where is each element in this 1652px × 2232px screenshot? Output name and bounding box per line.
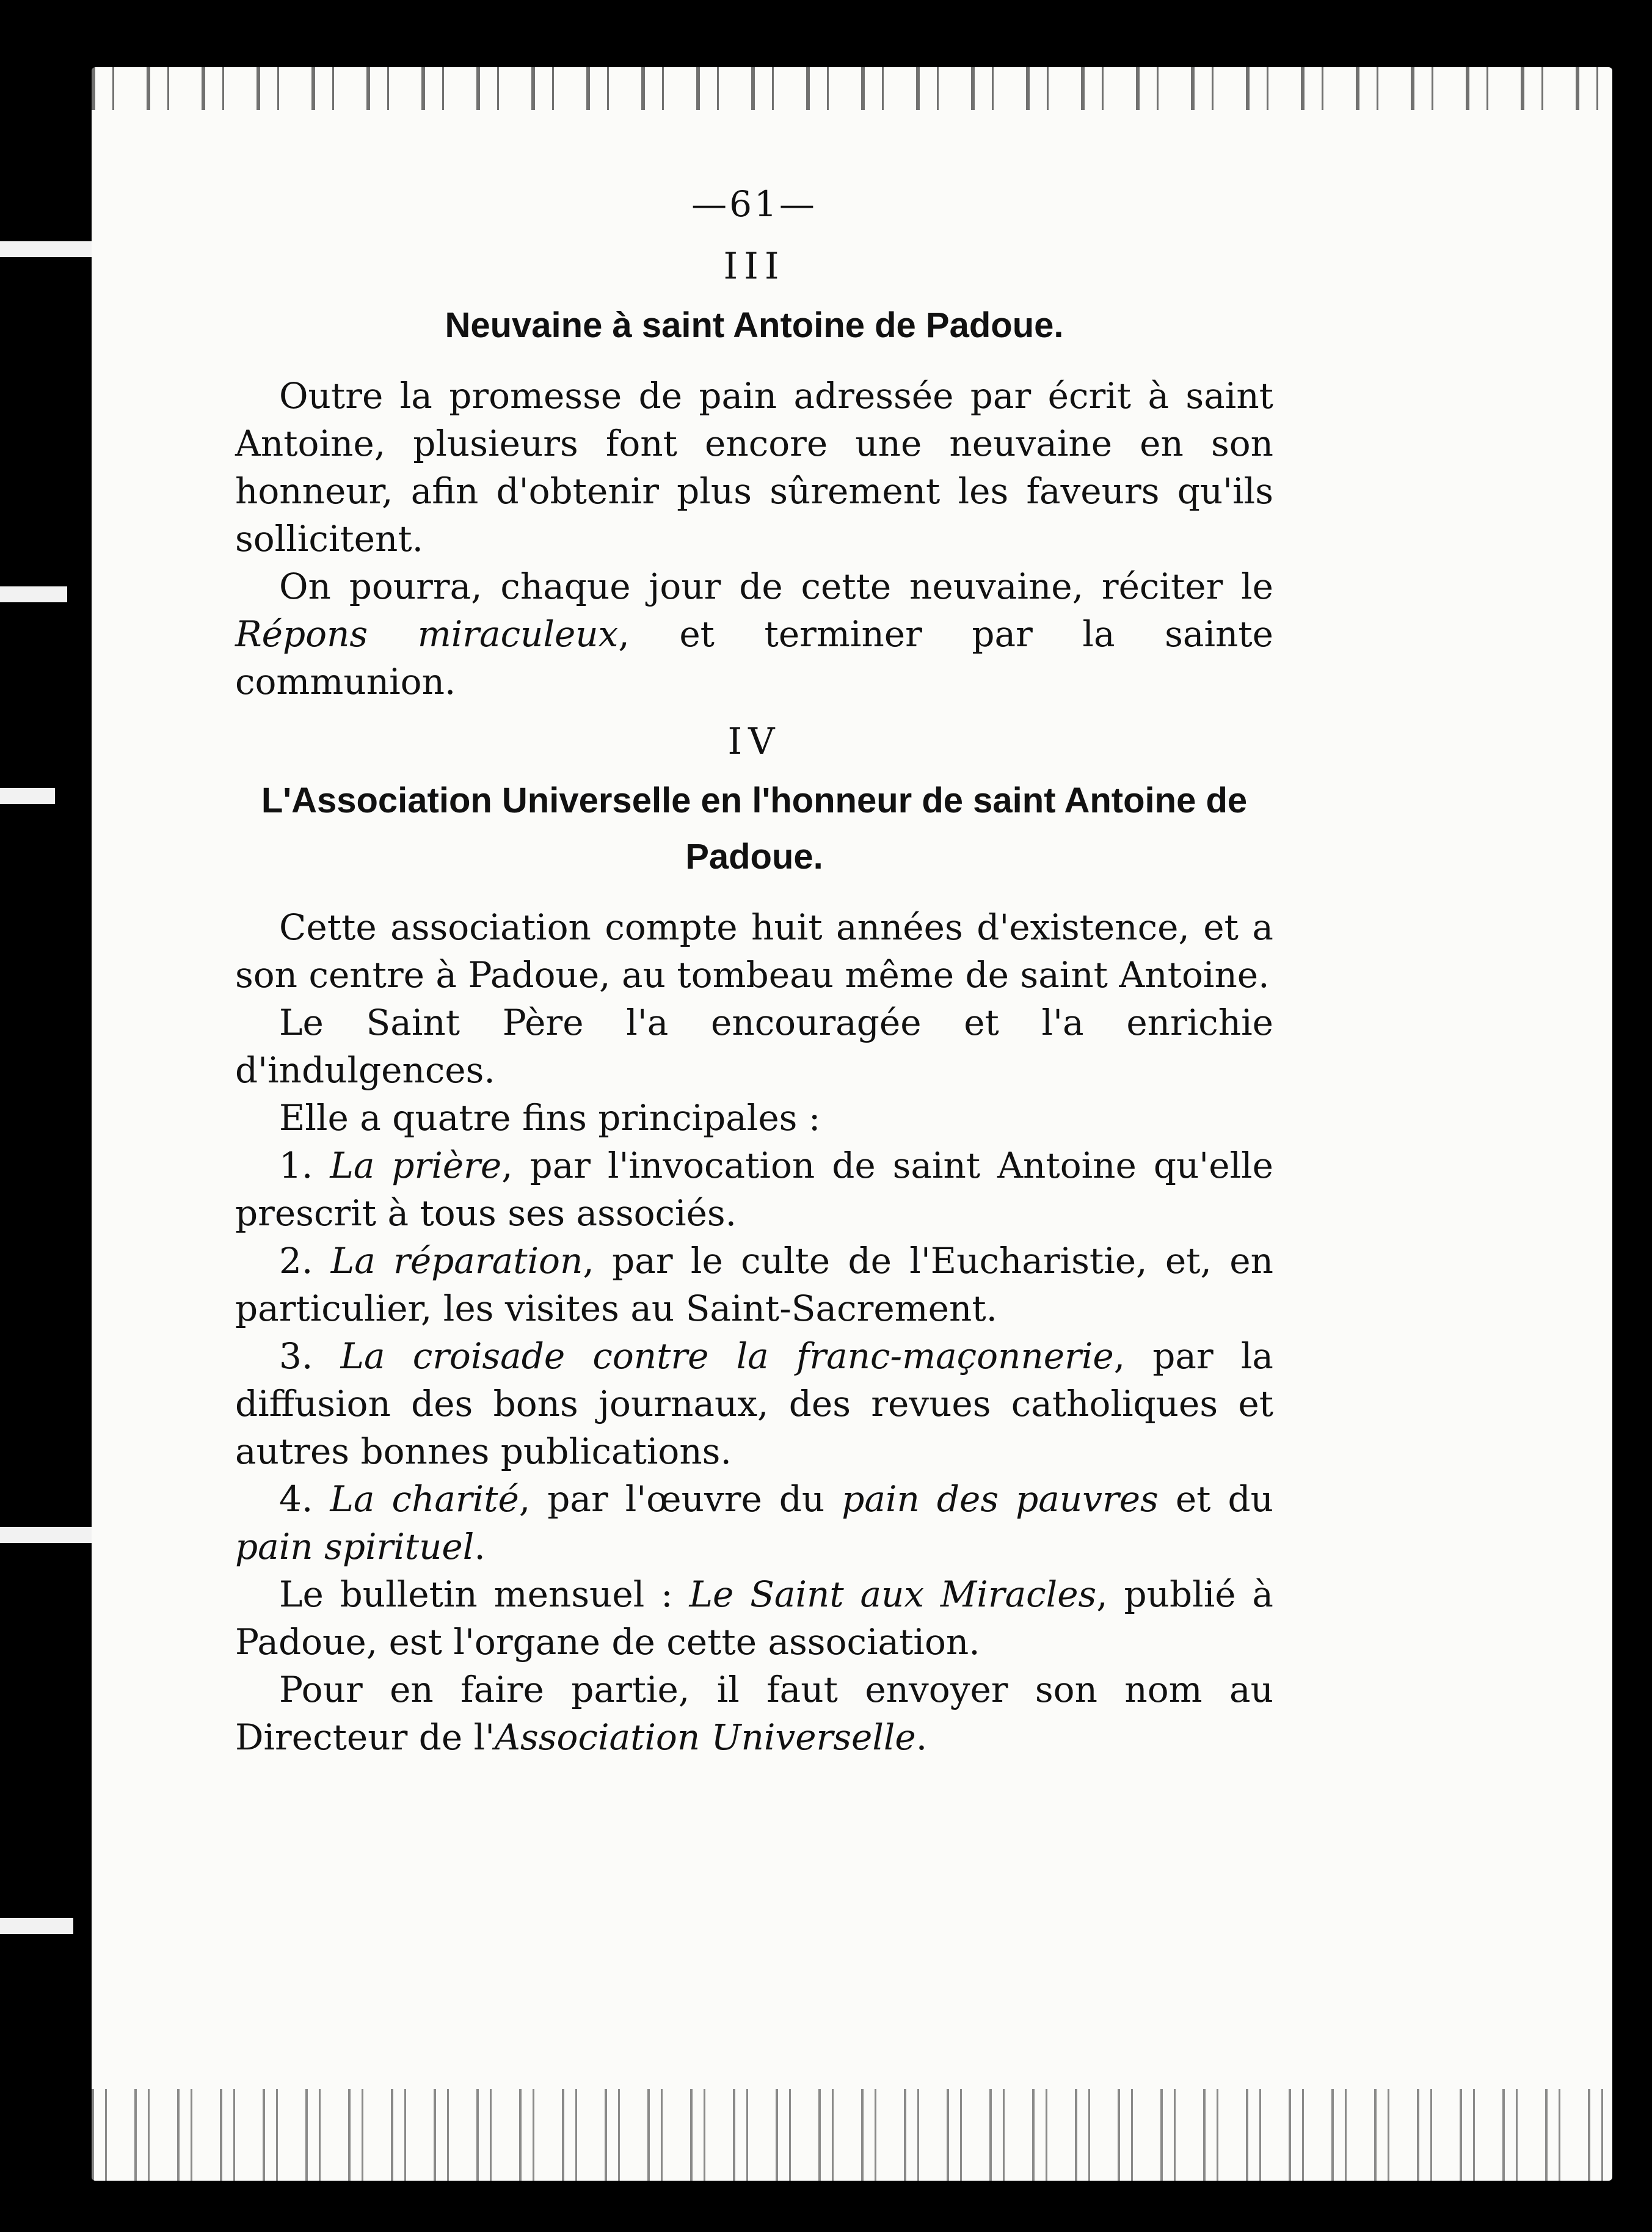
section-heading-neuvaine: Neuvaine à saint Antoine de Padoue. — [445, 305, 1064, 345]
scan-edge-top — [92, 61, 1612, 110]
paragraph: Le bulletin mensuel : Le Saint aux Miracles, publié à Padoue, est l'organe de cette association. — [235, 1574, 1273, 1663]
scan-edge-bottom — [92, 2089, 1612, 2181]
binding-mark — [0, 1918, 73, 1934]
paragraph: Cette association compte huit années d'existence, et a son centre à Padoue, au tombeau même de saint Antoine. — [235, 906, 1273, 996]
binding-mark — [0, 1527, 92, 1543]
section-heading-association: L'Association Universelle en l'honneur de saint Antoine de Padoue. — [261, 781, 1248, 877]
list-item: 2. La réparation, par le culte de l'Eucharistie, et, en particulier, les visites au Saint-Sacrement. — [235, 1240, 1273, 1329]
page-number: —61— — [691, 183, 817, 225]
book-binding-edge — [0, 0, 73, 2232]
paragraph: Pour en faire partie, il faut envoyer son nom au Directeur de l'Association Universelle. — [235, 1669, 1273, 1758]
binding-mark — [0, 586, 67, 602]
binding-mark — [0, 788, 55, 804]
section-numeral-4: IV — [727, 720, 781, 763]
section-numeral-3: III — [723, 245, 785, 288]
paragraph: On pourra, chaque jour de cette neuvaine, réciter le Répons miraculeux, et terminer par la sainte communion. — [235, 566, 1273, 702]
binding-mark — [0, 241, 92, 257]
paragraph: Outre la promesse de pain adressée par écrit à saint Antoine, plusieurs font encore une neuvaine en son honneur, afin d'obtenir plus sûrement les faveurs qu'ils sollicitent. — [235, 375, 1273, 560]
list-item: 4. La charité, par l'œuvre du pain des pauvres et du pain spirituel. — [235, 1478, 1273, 1567]
list-item: 3. La croisade contre la franc-maçonnerie, par la diffusion des bons journaux, des revues catholiques et autres bonnes publications. — [235, 1335, 1273, 1472]
page-text — [235, 180, 1273, 1761]
paragraph: Elle a quatre fins principales : — [279, 1097, 821, 1139]
list-item: 1. La prière, par l'invocation de saint Antoine qu'elle prescrit à tous ses associés. — [235, 1145, 1273, 1234]
paragraph: Le Saint Père l'a encouragée et l'a enrichie d'indulgences. — [235, 1002, 1273, 1091]
